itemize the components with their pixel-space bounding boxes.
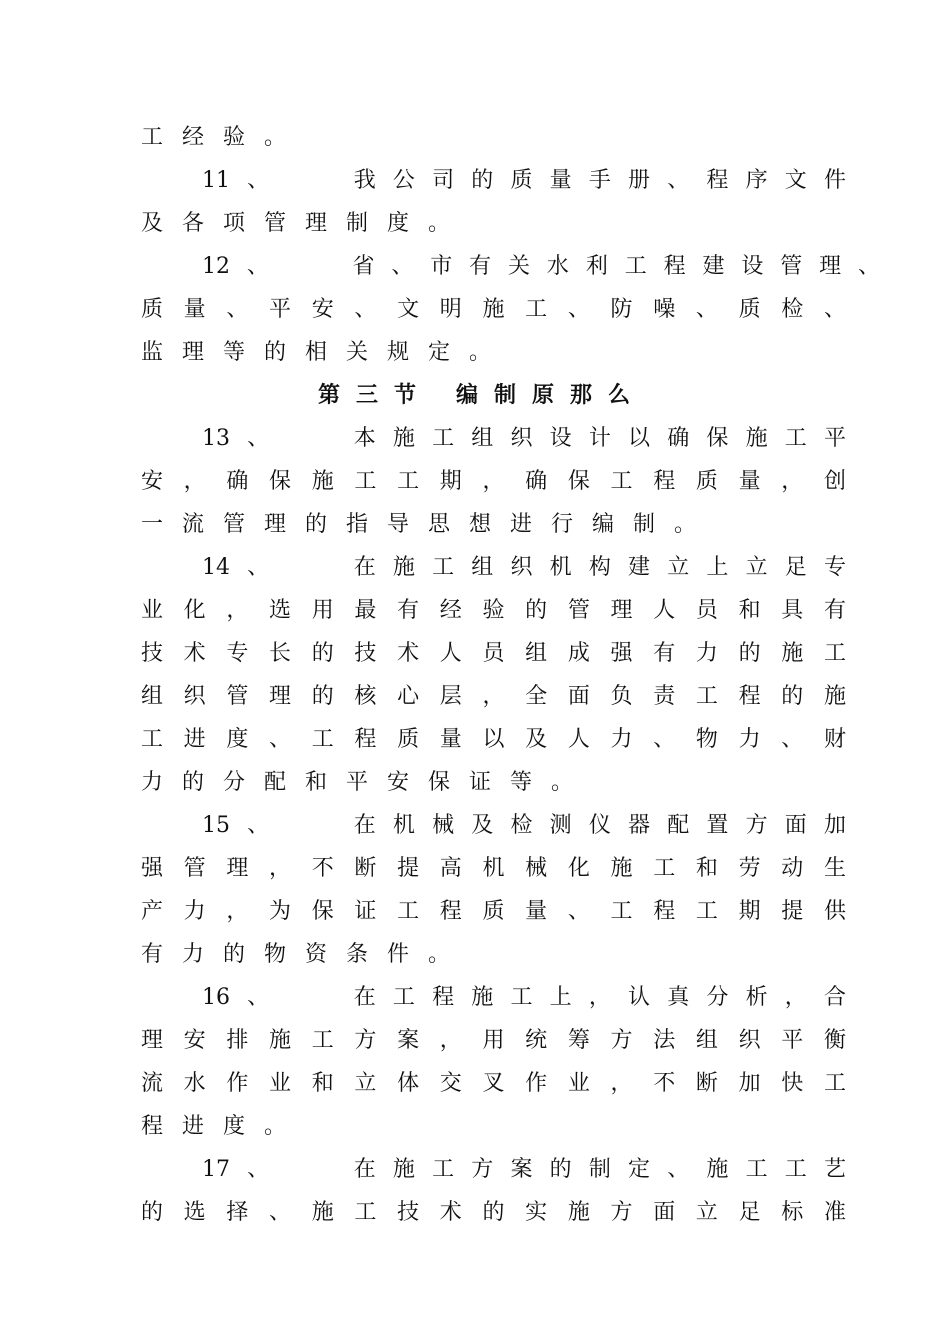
- text-line: 流水作业和立体交叉作业，不断加快工: [141, 1071, 846, 1096]
- text-line: 技术专长的技术人员组成强有力的施工: [141, 641, 846, 666]
- text-line: 工进度、工程质量以及人力、物力、财: [141, 727, 846, 752]
- text-line: 16、 在工程施工上，认真分析，合: [202, 985, 846, 1010]
- text-line: 14、 在施工组织机构建立上立足专: [202, 555, 846, 580]
- text-line: 力的分配和平安保证等。: [141, 770, 593, 795]
- text-line: 工经验。: [141, 125, 306, 150]
- text-line: 及各项管理制度。: [141, 211, 470, 236]
- text-line: 理安排施工方案，用统筹方法组织平衡: [141, 1028, 846, 1053]
- text-line: 监理等的相关规定。: [141, 340, 511, 365]
- text-line: 安，确保施工工期，确保工程质量，创: [141, 469, 846, 494]
- text-line: 一流管理的指导思想进行编制。: [141, 512, 716, 537]
- text-line: 的选择、施工技术的实施方面立足标准: [141, 1200, 846, 1225]
- text-line: 产力，为保证工程质量、工程工期提供: [141, 899, 846, 924]
- text-line: 11、 我公司的质量手册、程序文件: [202, 168, 846, 193]
- section-heading: [318, 374, 646, 417]
- text-line: 组织管理的核心层，全面负责工程的施: [141, 684, 846, 709]
- text-line: 有力的物资条件。: [141, 942, 470, 967]
- text-line: 质量、平安、文明施工、防噪、质检、: [141, 297, 846, 322]
- text-line: 17、 在施工方案的制定、施工工艺: [202, 1157, 846, 1182]
- text-line: 程进度。: [141, 1114, 306, 1139]
- section-heading-title: 编制原那么: [456, 382, 647, 408]
- text-line: 业化，选用最有经验的管理人员和具有: [141, 598, 846, 623]
- text-line: 强管理，不断提高机械化施工和劳动生: [141, 856, 846, 881]
- text-line: 13、 本施工组织设计以确保施工平: [202, 426, 846, 451]
- text-line: 15、 在机械及检测仪器配置方面加: [202, 813, 846, 838]
- text-line: 12、 省、市有关水利工程建设管理、: [202, 254, 880, 279]
- section-heading-number: 第三节: [318, 382, 433, 408]
